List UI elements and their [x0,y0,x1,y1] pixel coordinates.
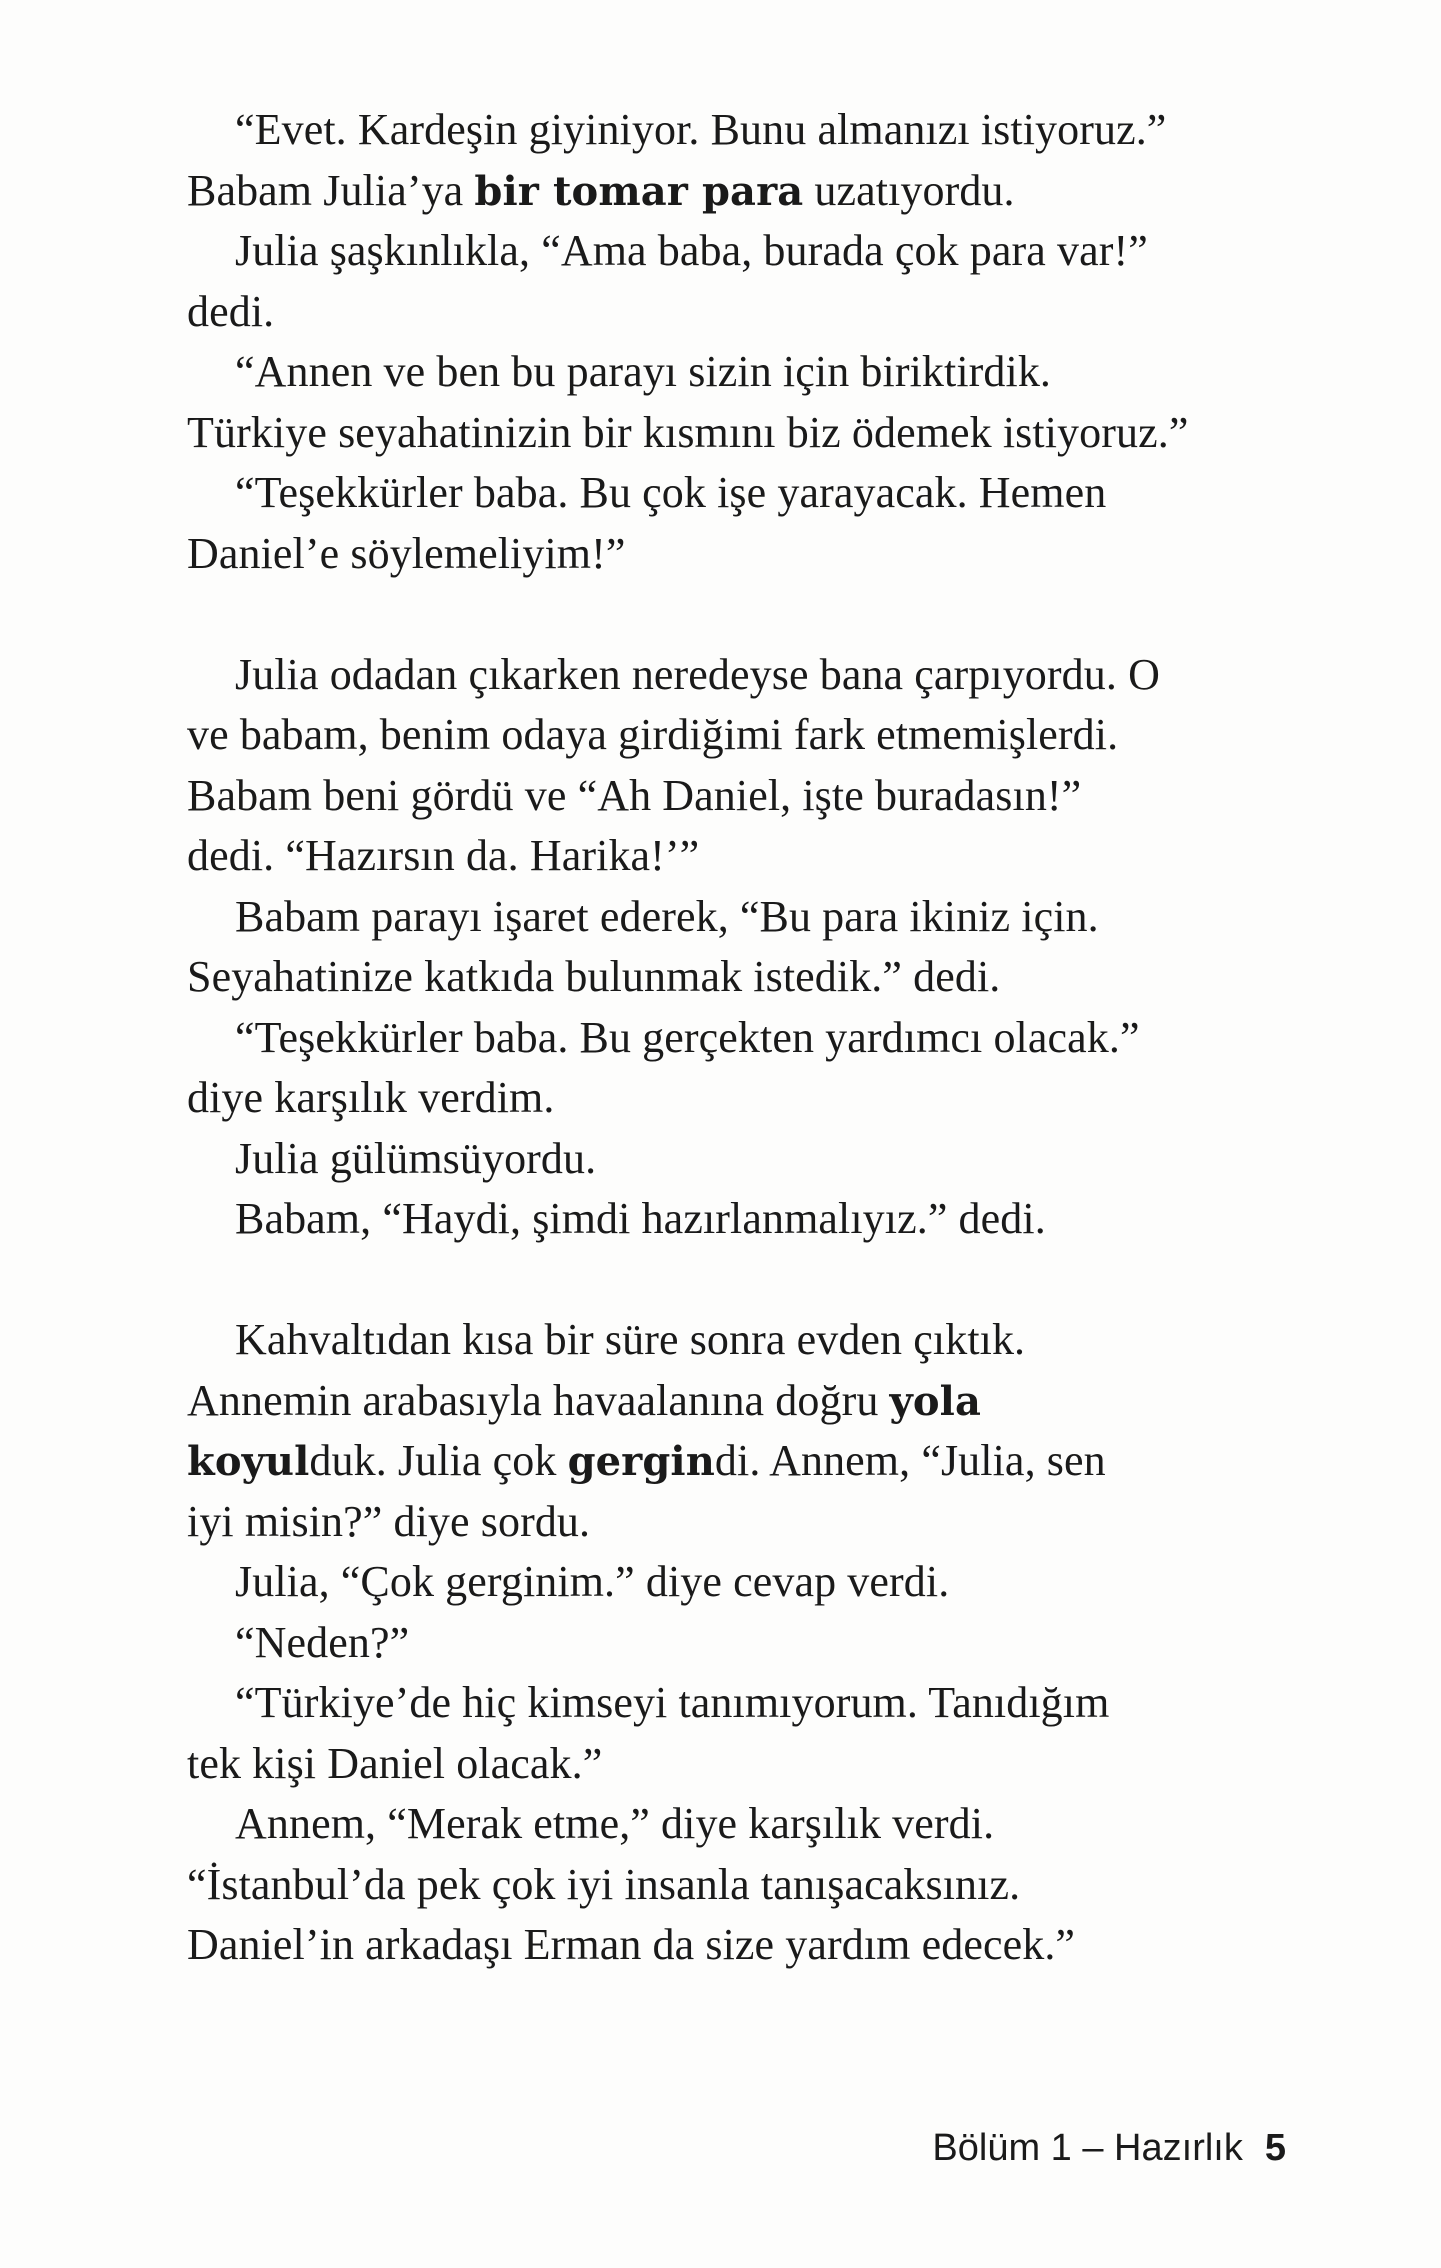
text-line [187,1431,1287,1492]
chapter-title: Bölüm 1 – Hazırlık [932,2127,1243,2169]
keyword: bir tomar para [474,167,804,215]
text-segment: tek kişi Daniel olacak.” [187,1738,603,1788]
text-segment: Annemin arabasıyla havaalanına doğru [187,1375,890,1425]
text-segment: Annem, “Merak etme,” diye karşılık verdi. [235,1799,995,1848]
text-segment: di. Annem, “Julia, sen [714,1436,1106,1485]
text-line [187,1613,1287,1674]
text-segment: uzatıyordu. [803,165,1015,215]
paragraph-gap [187,584,1287,645]
text-line [187,766,1287,827]
text-line [187,282,1287,343]
text-segment: Daniel’e söylemeliyim!” [187,528,626,578]
text-segment: Julia odadan çıkarken neredeyse bana çarpıyordu. O [235,649,1160,699]
text-line [187,221,1287,282]
text-line [187,1855,1287,1916]
text-line [187,1008,1287,1069]
text-segment: “Teşekkürler baba. Bu çok işe yarayacak. Hemen [235,468,1107,517]
text-segment: Babam parayı işaret ederek, “Bu para ikiniz için. [235,891,1099,941]
text-segment: “Teşekkürler baba. Bu gerçekten yardımcı olacak.” [235,1012,1140,1062]
text-segment: Kahvaltıdan kısa bir süre sonra evden çıktık. [235,1315,1026,1364]
text-line [187,342,1287,403]
text-line [187,161,1287,222]
text-segment: “İstanbul’da pek çok iyi insanla tanışacaksınız. [187,1859,1021,1909]
text-segment: ve babam, benim odaya girdiğimi fark etmemişlerdi. [187,710,1119,759]
text-line [187,1673,1287,1734]
text-segment: Seyahatinize katkıda bulunmak istedik.” dedi. [187,952,1001,1001]
text-segment: dedi. “Hazırsın da. Harika!’” [187,831,700,880]
text-line [187,1371,1287,1432]
text-segment: “Neden?” [235,1617,410,1667]
text-segment: dedi. [187,286,275,336]
text-segment: “Annen ve ben bu parayı sizin için biriktirdik. [235,347,1052,396]
text-line [187,1552,1287,1613]
text-line [187,1310,1287,1371]
text-line [187,524,1287,585]
text-line [187,1915,1287,1976]
keyword: gergin [567,1438,715,1485]
text-segment: Daniel’in arkadaşı Erman da size yardım edecek.” [187,1920,1076,1969]
text-segment: Julia şaşkınlıkla, “Ama baba, burada çok para var!” [235,226,1148,275]
text-segment: Julia, “Çok gerginim.” diye cevap verdi. [235,1557,950,1606]
keyword: yola [889,1377,981,1425]
text-segment: Babam, “Haydi, şimdi hazırlanmalıyız.” dedi. [235,1194,1046,1243]
text-segment: Babam Julia’ya [187,165,475,215]
text-line [187,403,1287,464]
text-line [187,1068,1287,1129]
text-segment: “Türkiye’de hiç kimseyi tanımıyorum. Tanıdığım [235,1678,1110,1727]
text-line [187,100,1287,161]
text-line [187,1189,1287,1250]
paragraph-gap [187,1250,1287,1311]
text-line [187,947,1287,1008]
text-line [187,826,1287,887]
text-segment: iyi misin?” diye sordu. [187,1496,591,1546]
text-line [187,887,1287,948]
text-line [187,1794,1287,1855]
text-segment: Babam beni gördü ve “Ah Daniel, işte buradasın!” [187,770,1082,820]
text-line [187,1129,1287,1190]
page-number: 5 [1264,2127,1286,2169]
text-line [187,463,1287,524]
text-line [187,645,1287,706]
body-text [187,100,1287,1976]
page-footer [932,2127,1286,2170]
text-segment: Julia gülümsüyordu. [235,1133,597,1183]
text-segment: “Evet. Kardeşin giyiniyor. Bunu almanızı istiyoruz.” [235,105,1167,154]
text-line [187,1734,1287,1795]
text-segment: Türkiye seyahatinizin bir kısmını biz ödemek istiyoruz.” [187,407,1189,457]
text-line [187,705,1287,766]
text-segment: diye karşılık verdim. [187,1073,555,1122]
keyword: koyul [187,1438,310,1485]
text-segment: duk. Julia çok [309,1436,568,1485]
text-line [187,1492,1287,1553]
